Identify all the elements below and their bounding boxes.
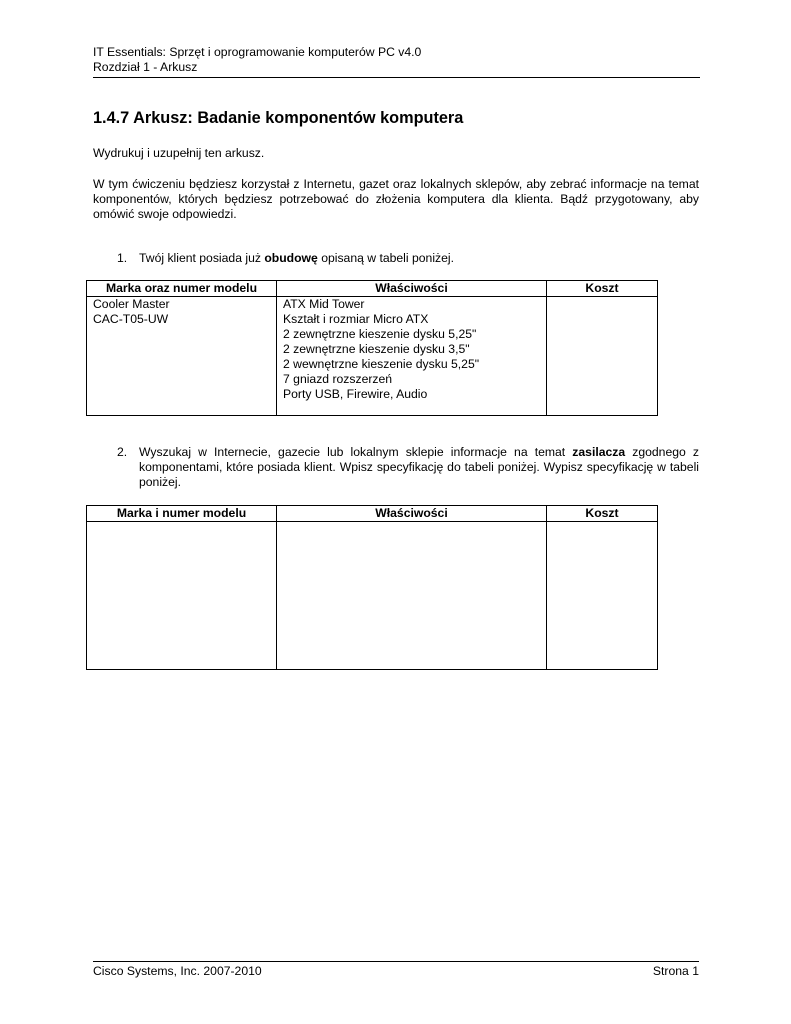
header-course-title: IT Essentials: Sprzęt i oprogramowanie komputerów PC v4.0	[93, 45, 422, 59]
model-number: CAC-T05-UW	[93, 312, 169, 326]
property-item: 7 gniazd rozszerzeń	[283, 372, 393, 386]
properties-cell	[277, 297, 547, 416]
intro-text: Wydrukuj i uzupełnij ten arkusz.	[93, 146, 265, 160]
question-2-keyword: zasilacza	[572, 445, 626, 459]
column-header-brand: Marka oraz numer modelu	[87, 281, 277, 297]
column-header-cost: Koszt	[547, 281, 658, 297]
page-number: Strona 1	[652, 964, 699, 978]
table-row	[87, 297, 658, 416]
question-1-number: 1.	[117, 251, 128, 265]
property-item: ATX Mid Tower	[283, 297, 365, 311]
column-header-properties: Właściwości	[277, 506, 547, 522]
property-item: 2 wewnętrzne kieszenie dysku 5,25"	[283, 357, 480, 371]
header-chapter: Rozdział 1 - Arkusz	[93, 60, 198, 74]
description-text: W tym ćwiczeniu będziesz korzystał z Internetu, gazet oraz lokalnych sklepów, aby zebrać informacje na temat komponentów, których będziesz potrzebować do złożenia komputera dla klienta. Bądź przygotowany, aby omówić swoje odpowiedzi.	[93, 177, 699, 221]
property-item: Kształt i rozmiar Micro ATX	[283, 312, 429, 326]
cost-cell[interactable]	[547, 297, 658, 416]
cost-cell[interactable]	[547, 522, 658, 670]
brand-cell	[87, 297, 277, 416]
footer-copyright: Cisco Systems, Inc. 2007-2010	[93, 964, 262, 978]
property-item: Porty USB, Firewire, Audio	[283, 387, 428, 401]
brand-cell[interactable]	[87, 522, 277, 670]
question-1-keyword: obudowę	[264, 251, 318, 265]
column-header-brand: Marka i numer modelu	[87, 506, 277, 522]
page-header	[93, 45, 700, 78]
property-item: 2 zewnętrzne kieszenie dysku 3,5"	[283, 342, 470, 356]
power-supply-table	[86, 505, 658, 670]
table-header-row	[87, 506, 658, 522]
case-table	[86, 280, 658, 416]
table-header-row	[87, 281, 658, 297]
question-2-text: Wyszukaj w Internecie, gazecie lub lokalnym sklepie informacje na temat zasilacza zgodnego z komponentami, które posiada klient. Wpisz specyfikację do tabeli poniżej. Wypisz specyfikację w tabeli poniżej.	[139, 445, 699, 489]
table-row	[87, 522, 658, 670]
properties-cell[interactable]	[277, 522, 547, 670]
question-2-number: 2.	[117, 445, 128, 459]
question-1-text: Twój klient posiada już obudowę opisaną w tabeli poniżej.	[139, 251, 454, 265]
page-title: 1.4.7 Arkusz: Badanie komponentów komputera	[93, 109, 464, 127]
column-header-properties: Właściwości	[277, 281, 547, 297]
column-header-cost: Koszt	[547, 506, 658, 522]
brand-name: Cooler Master	[93, 297, 170, 311]
property-item: 2 zewnętrzne kieszenie dysku 5,25"	[283, 327, 477, 341]
page-footer	[93, 961, 699, 979]
